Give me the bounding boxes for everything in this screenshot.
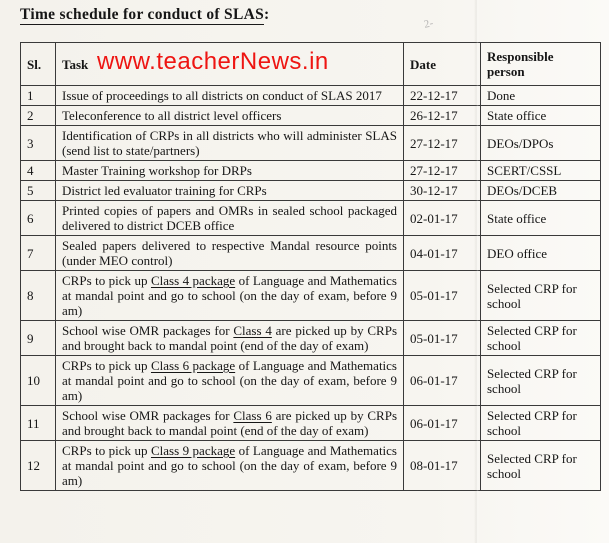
cell-serial-number: 10 (21, 356, 56, 406)
cell-responsible-person: Selected CRP for school (481, 441, 601, 491)
cell-task: Master Training workshop for DRPs (56, 161, 404, 181)
cell-task: Teleconference to all district level officers (56, 106, 404, 126)
table-row (21, 126, 601, 161)
page-title (20, 6, 269, 24)
cell-responsible-person: SCERT/CSSL (481, 161, 601, 181)
cell-responsible-person: DEOs/DCEB (481, 181, 601, 201)
cell-date: 06-01-17 (404, 356, 481, 406)
page-title-text: Time schedule for conduct of SLAS (20, 6, 264, 23)
scan-smudge-artifact: 2- (422, 17, 435, 31)
cell-date: 08-01-17 (404, 441, 481, 491)
cell-responsible-person: State office (481, 106, 601, 126)
page-title-colon: : (264, 6, 270, 23)
underlined-phrase: Class 6 (233, 408, 272, 423)
cell-date: 05-01-17 (404, 271, 481, 321)
table-row (21, 201, 601, 236)
cell-date: 05-01-17 (404, 321, 481, 356)
cell-serial-number: 1 (21, 86, 56, 106)
cell-serial-number: 12 (21, 441, 56, 491)
underlined-phrase: Class 6 package (150, 358, 236, 373)
table-row (21, 236, 601, 271)
cell-serial-number: 5 (21, 181, 56, 201)
table-row (21, 406, 601, 441)
time-schedule-table (20, 42, 601, 491)
cell-date: 27-12-17 (404, 161, 481, 181)
table-row (21, 161, 601, 181)
table-row (21, 106, 601, 126)
cell-responsible-person: Selected CRP for school (481, 271, 601, 321)
cell-date: 22-12-17 (404, 86, 481, 106)
cell-responsible-person: DEOs/DPOs (481, 126, 601, 161)
cell-serial-number: 11 (21, 406, 56, 441)
cell-date: 02-01-17 (404, 201, 481, 236)
cell-serial-number: 6 (21, 201, 56, 236)
table-row (21, 271, 601, 321)
col-header-responsible-person: Responsible person (481, 43, 601, 86)
cell-date: 06-01-17 (404, 406, 481, 441)
col-header-date: Date (404, 43, 481, 86)
cell-date: 27-12-17 (404, 126, 481, 161)
table-row (21, 441, 601, 491)
cell-date: 04-01-17 (404, 236, 481, 271)
cell-task: Printed copies of papers and OMRs in sealed school packaged delivered to district DCEB office (56, 201, 404, 236)
table-row (21, 356, 601, 406)
cell-responsible-person: Done (481, 86, 601, 106)
cell-responsible-person: Selected CRP for school (481, 406, 601, 441)
cell-task: Issue of proceedings to all districts on conduct of SLAS 2017 (56, 86, 404, 106)
cell-task: CRPs to pick up Class 6 package of Language and Mathematics at mandal point and go to school (on the day of exam, before 9 am) (56, 356, 404, 406)
cell-responsible-person: Selected CRP for school (481, 356, 601, 406)
col-header-sl: Sl. (21, 43, 56, 86)
cell-date: 30-12-17 (404, 181, 481, 201)
table-row (21, 86, 601, 106)
cell-serial-number: 9 (21, 321, 56, 356)
table-header-row (21, 43, 601, 86)
watermark-text: www.teacherNews.in (97, 48, 329, 75)
cell-date: 26-12-17 (404, 106, 481, 126)
underlined-phrase: Class 4 (233, 323, 272, 338)
cell-task: Sealed papers delivered to respective Mandal resource points (under MEO control) (56, 236, 404, 271)
cell-serial-number: 3 (21, 126, 56, 161)
cell-responsible-person: State office (481, 201, 601, 236)
cell-serial-number: 4 (21, 161, 56, 181)
table-row (21, 181, 601, 201)
col-header-task: Task (56, 43, 404, 86)
cell-serial-number: 8 (21, 271, 56, 321)
cell-task: School wise OMR packages for Class 6 are picked up by CRPs and brought back to mandal point (end of the day of exam) (56, 406, 404, 441)
cell-responsible-person: Selected CRP for school (481, 321, 601, 356)
underlined-phrase: Class 4 package (150, 273, 236, 288)
cell-task: CRPs to pick up Class 4 package of Language and Mathematics at mandal point and go to school (on the day of exam, before 9 am) (56, 271, 404, 321)
cell-responsible-person: DEO office (481, 236, 601, 271)
cell-task: CRPs to pick up Class 9 package of Language and Mathematics at mandal point and go to school (on the day of exam, before 9 am) (56, 441, 404, 491)
table-row (21, 321, 601, 356)
cell-task: District led evaluator training for CRPs (56, 181, 404, 201)
cell-serial-number: 2 (21, 106, 56, 126)
cell-serial-number: 7 (21, 236, 56, 271)
underlined-phrase: Class 9 package (150, 443, 236, 458)
cell-task: School wise OMR packages for Class 4 are picked up by CRPs and brought back to mandal point (end of the day of exam) (56, 321, 404, 356)
cell-task: Identification of CRPs in all districts who will administer SLAS (send list to state/partners) (56, 126, 404, 161)
